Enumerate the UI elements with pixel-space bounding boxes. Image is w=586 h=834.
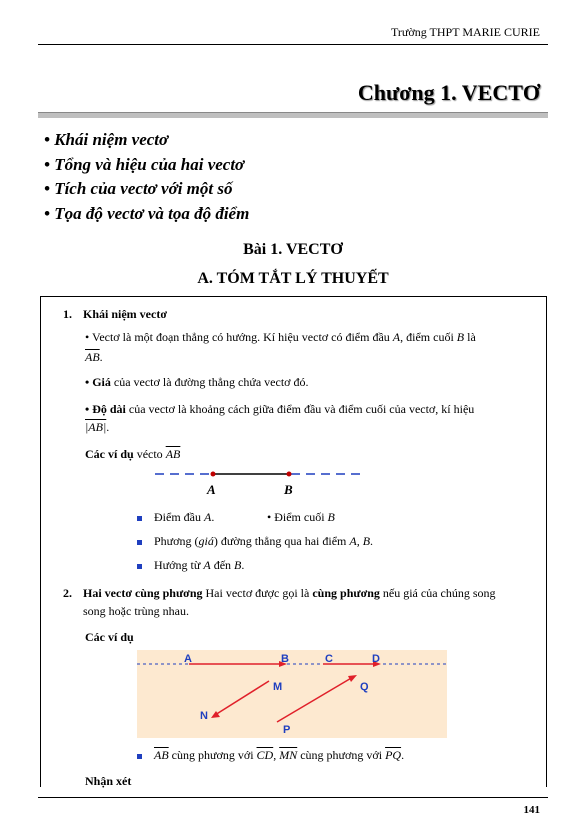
math-var: B (327, 510, 335, 524)
bullet-square-icon (137, 540, 142, 545)
point-a (211, 472, 216, 477)
text: Điểm đầu (154, 510, 204, 524)
chapter-title: Chương 1. VECTƠ (357, 80, 540, 105)
examples-heading: Các ví dụ (85, 447, 134, 461)
text: vécto (133, 447, 166, 461)
label-c: C (325, 653, 333, 665)
collinear-example-statement (137, 746, 404, 764)
text: Hướng từ (154, 558, 204, 572)
vector-notation: $\overline{AB}$ (154, 748, 169, 762)
vector-ab-figure (151, 465, 371, 495)
text: . (106, 420, 110, 434)
term: • Giá (85, 375, 111, 389)
label-d: D (372, 653, 380, 665)
math-var: A (204, 510, 212, 524)
bullet-square-icon (137, 754, 142, 759)
theory-box (40, 296, 547, 787)
carrier-paragraph (85, 373, 309, 391)
item-number: 2. (63, 586, 72, 600)
topic-item: • Tổng và hiệu của hai vectơ (44, 154, 245, 174)
label-a: A (184, 653, 192, 665)
text: • Điểm cuối (267, 510, 328, 524)
bullet-square-icon (137, 564, 142, 569)
text: , (273, 748, 280, 762)
vector-notation: $\overline{CD}$ (256, 748, 274, 762)
text: cùng phương với (297, 748, 386, 762)
text: Hai vectơ được gọi là (202, 586, 313, 600)
text: . (99, 350, 103, 364)
topic-item: • Tọa độ vectơ và tọa độ điểm (44, 203, 250, 223)
topic-item: • Khái niệm vectơ (44, 130, 169, 149)
bullet-end-point (267, 508, 335, 526)
footer-rule (38, 797, 548, 798)
text: . (370, 534, 374, 548)
point-a-label: A (207, 482, 216, 497)
text: cùng phương với (168, 748, 257, 762)
bullet-square-icon (137, 516, 142, 521)
arrowhead-pq (348, 675, 357, 682)
text: của vectơ là khoảng cách giữa điểm đầu và điểm cuối của vectơ, kí hiệu (125, 402, 475, 416)
vector-length-notation: |AB| (85, 420, 107, 434)
vector-notation: $\overline{PQ}$ (385, 748, 402, 762)
text: Phương ( (154, 534, 199, 548)
text: là (464, 330, 476, 344)
math-var: A, B (349, 534, 371, 548)
point-b (287, 472, 292, 477)
text: nếu giá của chúng song (379, 586, 496, 600)
length-paragraph (85, 400, 540, 418)
text: . (241, 558, 245, 572)
label-q: Q (360, 681, 369, 693)
bullet-start-point (137, 508, 214, 526)
vector-notation: $\overline{AB}$ (85, 350, 100, 364)
text: của vectơ là đường thẳng chứa vectơ đó. (110, 375, 309, 389)
label-p: P (283, 724, 291, 736)
term: • Độ dài (85, 402, 126, 416)
vector-notation: $\overline{AB}$ (165, 447, 181, 461)
text: • Vectơ là một đoạn thẳng có hướng. Kí hiệu vectơ có điểm đầu (85, 330, 393, 344)
text: đến (210, 558, 235, 572)
collinear-definition-cont: song hoặc trùng nhau. (83, 604, 189, 618)
label-m: M (273, 681, 283, 693)
item-heading: Khái niệm vectơ (83, 307, 167, 321)
vector-pq (277, 677, 353, 722)
label-n: N (200, 710, 208, 722)
math-var: B (234, 558, 242, 572)
text-italic: giá (198, 534, 214, 548)
definition-paragraph (85, 328, 540, 346)
math-var: A (392, 330, 401, 344)
section-title: A. TÓM TẮT LÝ THUYẾT (197, 270, 389, 287)
definition-paragraph-cont (85, 348, 103, 366)
bullet-orientation (137, 556, 244, 574)
header-rule (38, 44, 548, 45)
vector-notation: $\overline{MN}$ (279, 748, 298, 762)
remark-heading: Nhận xét (85, 774, 132, 788)
length-paragraph-cont (85, 418, 109, 436)
math-var: B (456, 330, 465, 344)
math-var: A (203, 558, 211, 572)
vector-mn (215, 681, 269, 715)
examples-label (85, 445, 180, 463)
school-header: Trường THPT MARIE CURIE (391, 25, 540, 39)
chapter-rule (38, 112, 548, 118)
topic-item: • Tích của vectơ với một số (44, 179, 233, 198)
topic-list (44, 130, 249, 228)
item-number: 1. (63, 307, 72, 321)
text: , điểm cuối (400, 330, 457, 344)
label-b: B (281, 653, 289, 665)
item-heading: Hai vectơ cùng phương (83, 586, 203, 600)
lesson-title: Bài 1. VECTƠ (243, 241, 343, 258)
point-b-label: B (284, 482, 293, 497)
term: cùng phương (312, 586, 380, 600)
text: . (401, 748, 405, 762)
text: ) đường thẳng qua hai điểm (213, 534, 350, 548)
collinear-definition (83, 584, 540, 602)
examples-heading: Các ví dụ (85, 630, 134, 644)
page-number: 141 (523, 804, 540, 816)
text: . (211, 510, 215, 524)
bullet-direction-line (137, 532, 373, 550)
